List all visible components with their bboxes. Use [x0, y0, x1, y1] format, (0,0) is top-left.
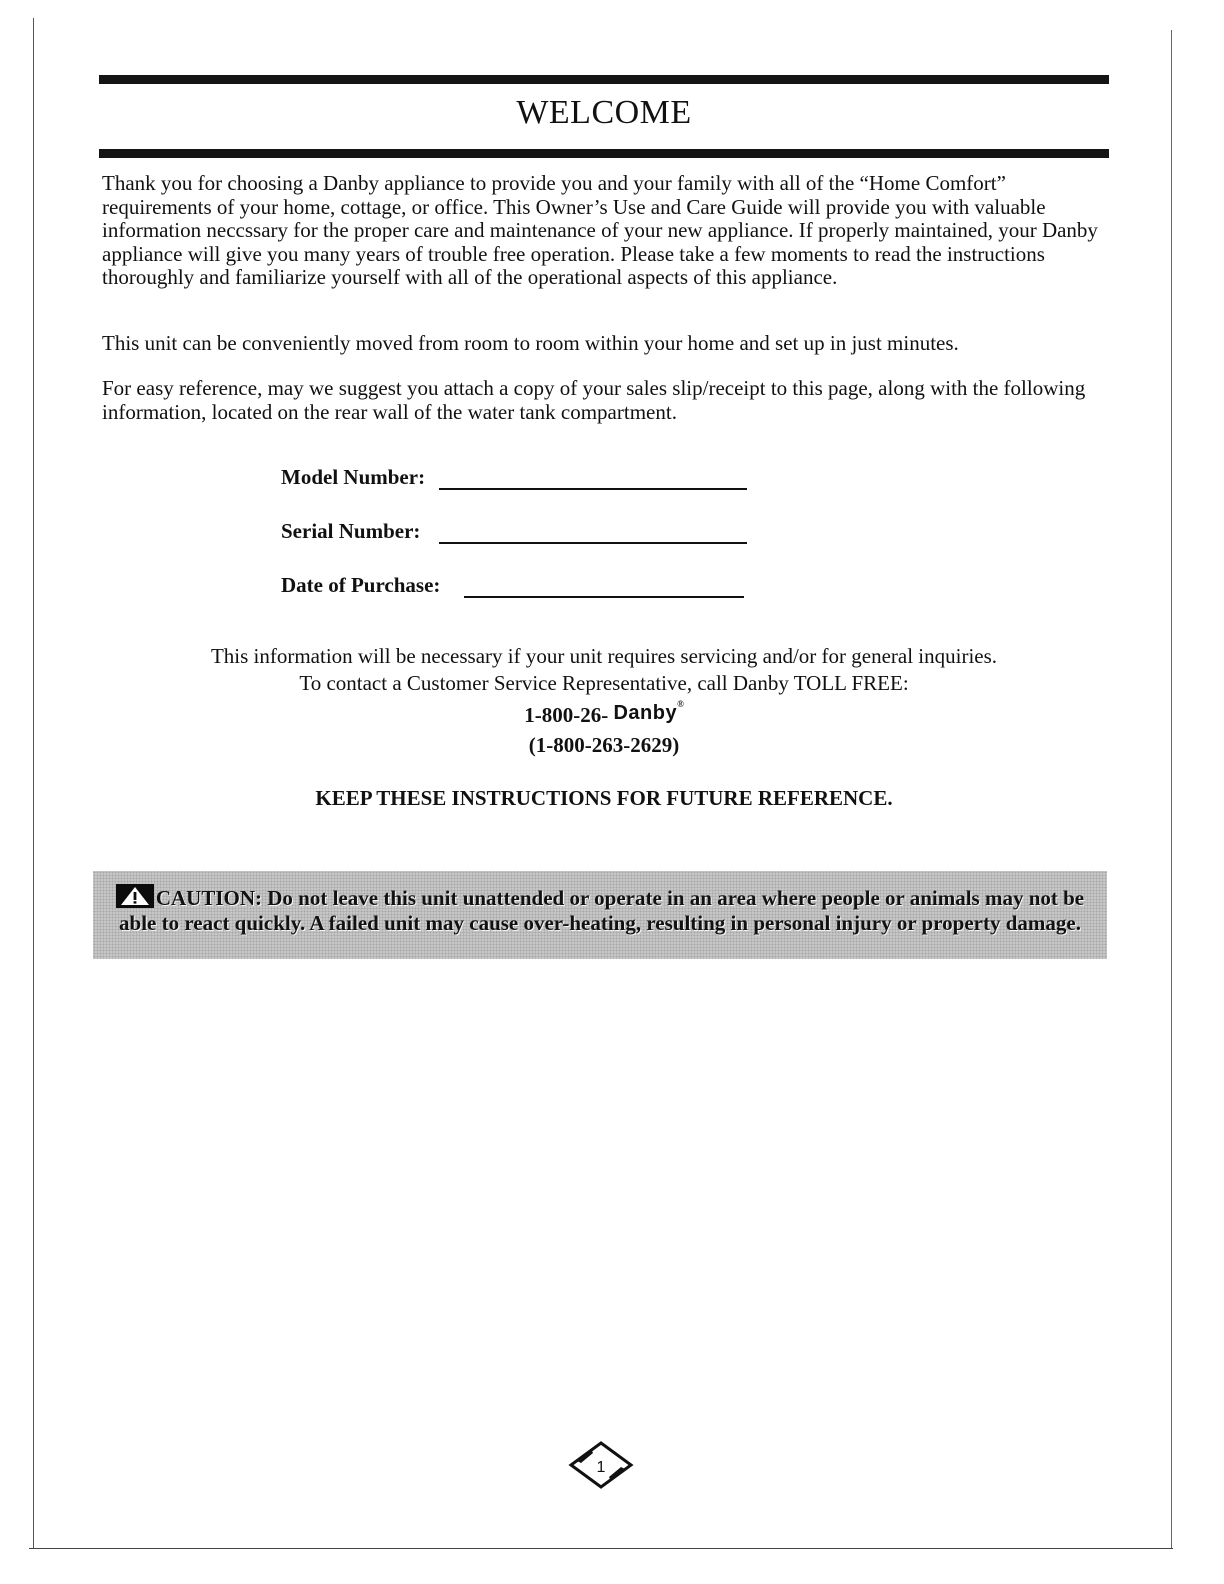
caution-text-container [111, 884, 1089, 934]
keep-instructions-notice: KEEP THESE INSTRUCTIONS FOR FUTURE REFERENCE. [315, 786, 893, 810]
date-of-purchase-label: Date of Purchase: [281, 573, 441, 597]
date-of-purchase-field [281, 573, 440, 598]
phone-prefix: 1-800-26- [524, 703, 609, 727]
serial-number-blank-line [439, 542, 747, 544]
page-title: WELCOME [516, 94, 692, 131]
service-info-line: This information will be necessary if your unit requires servicing and/or for general inquiries. [210, 644, 998, 668]
title-rule-bottom [99, 149, 1109, 158]
model-number-field [281, 465, 425, 490]
contact-line: To contact a Customer Service Representative, call Danby TOLL FREE: [299, 671, 909, 695]
model-number-label: Model Number: [281, 465, 426, 489]
caution-box [93, 871, 1107, 959]
phone-number-vanity [0, 699, 1208, 728]
serial-number-label: Serial Number: [281, 519, 421, 543]
page-number-diamond-icon [567, 1441, 635, 1489]
page-edge-bottom [29, 1548, 1173, 1549]
danby-logo: Danby [613, 702, 678, 724]
phone-number-numeric: (1-800-263-2629) [528, 733, 680, 757]
page-edge-left [33, 18, 34, 1548]
reference-paragraph: For easy reference, may we suggest you attach a copy of your sales slip/receipt to this page, along with the following information, located on the rear wall of the water tank compartment. [102, 376, 1086, 424]
portability-paragraph: This unit can be conveniently moved from room to room within your home and set up in just minutes. [102, 331, 959, 355]
intro-paragraph: Thank you for choosing a Danby appliance to provide you and your family with all of the “Home Comfort” requirements of your home, cottage, or office. This Owner’s Use and Care Guide will provide you with valuable information neccssary for the proper care and maintenance of your new appliance. If properly maintained, your Danby appliance will give you many years of trouble free operation. Please take a few moments to read the instructions thoroughly and familiarize yourself with all of the operational aspects of this appliance. [102, 171, 1098, 289]
registered-mark: ® [677, 699, 684, 709]
serial-number-field [281, 519, 420, 544]
warning-triangle-icon [116, 884, 154, 912]
model-number-blank-line [439, 488, 747, 490]
date-of-purchase-blank-line [464, 596, 744, 598]
page-number-badge [567, 1441, 635, 1489]
caution-text: CAUTION: Do not leave this unit unattended or operate in an area where people or animals may not be able to react quickly. A failed unit may cause over-heating, resulting in personal injury or property damage. [119, 886, 1085, 935]
title-rule-top [99, 75, 1109, 84]
page-number: 1 [596, 1459, 606, 1476]
